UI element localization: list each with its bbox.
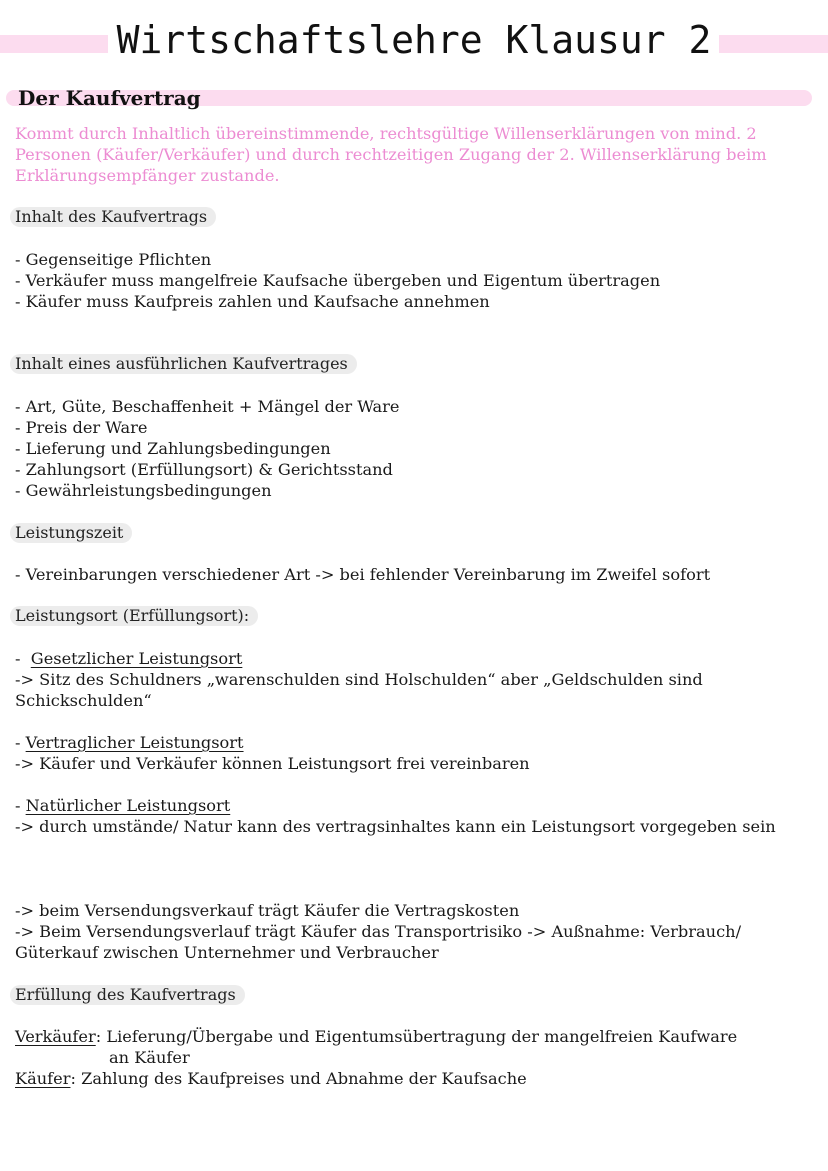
- verkaeufer-text: : Lieferung/Übergabe und Eigentumsübertragung der mangelfreien Kaufware: [95, 1027, 738, 1046]
- kaeufer-line: [15, 1068, 527, 1089]
- section-title: Der Kaufvertrag: [18, 86, 201, 110]
- heading-leistungsort: Leistungsort (Erfüllungsort):: [10, 606, 258, 626]
- verkaeufer-text-2: an Käufer: [109, 1048, 190, 1067]
- verkaeufer-line: [15, 1026, 737, 1047]
- gesetzlich-label: Gesetzlicher Leistungsort: [30, 649, 243, 668]
- versendung-text-1: -> beim Versendungsverkauf trägt Käufer die Vertragskosten: [15, 901, 520, 920]
- list-item: - Zahlungsort (Erfüllungsort) & Gerichtsstand: [15, 460, 393, 479]
- natuerlich-text: -> durch umstände/ Natur kann des vertragsinhaltes kann ein Leistungsort vorgegeben sein: [15, 817, 776, 836]
- vertraglich-label: Vertraglicher Leistungsort: [25, 733, 244, 752]
- kaeufer-label: Käufer: [15, 1069, 71, 1088]
- verkaeufer-label: Verkäufer: [15, 1027, 96, 1046]
- leistungszeit-text: - Vereinbarungen verschiedener Art -> bei fehlender Vereinbarung im Zweifel sofort: [15, 565, 711, 584]
- natuerlich-line: [15, 795, 230, 816]
- list-item: - Verkäufer muss mangelfreie Kaufsache übergeben und Eigentum übertragen: [15, 271, 661, 290]
- vertraglich-line: [15, 732, 244, 753]
- natuerlich-prefix: -: [15, 796, 26, 815]
- list-item: - Art, Güte, Beschaffenheit + Mängel der Ware: [15, 397, 400, 416]
- vertraglich-prefix: -: [15, 733, 26, 752]
- heading-erfuellung: Erfüllung des Kaufvertrags: [10, 985, 245, 1005]
- intro-text: Kommt durch Inhaltlich übereinstimmende, rechtsgültige Willenserklärungen von mind. 2 Personen (Käufer/Verkäufer) und durch rechtzeitigen Zugang der 2. Willenserklärung beim Erklärungsempfänger zustande.: [15, 124, 767, 185]
- heading-leistungszeit: Leistungszeit: [10, 523, 132, 543]
- kaeufer-text: : Zahlung des Kaufpreises und Abnahme der Kaufsache: [70, 1069, 527, 1088]
- natuerlich-label: Natürlicher Leistungsort: [25, 796, 231, 815]
- gesetzlich-text: -> Sitz des Schuldners „warenschulden sind Holschulden“ aber „Geldschulden sind Schickschulden“: [15, 670, 703, 710]
- vertraglich-text: -> Käufer und Verkäufer können Leistungsort frei vereinbaren: [15, 754, 530, 773]
- page-title: Wirtschaftslehre Klausur 2: [0, 18, 828, 62]
- gesetzlich-prefix: -: [15, 649, 26, 668]
- list-item: - Preis der Ware: [15, 418, 148, 437]
- heading-ausfuehrlich: Inhalt eines ausführlichen Kaufvertrages: [10, 354, 357, 374]
- list-item: - Gegenseitige Pflichten: [15, 250, 212, 269]
- versendung-text-2: -> Beim Versendungsverlauf trägt Käufer das Transportrisiko -> Außnahme: Verbrauch/ Güterkauf zwischen Unternehmer und Verbraucher: [15, 922, 742, 962]
- list-item: - Gewährleistungsbedingungen: [15, 481, 272, 500]
- gesetzlich-line: [15, 648, 242, 669]
- list-item: - Käufer muss Kaufpreis zahlen und Kaufsache annehmen: [15, 292, 490, 311]
- list-item: - Lieferung und Zahlungsbedingungen: [15, 439, 331, 458]
- heading-inhalt: Inhalt des Kaufvertrags: [10, 207, 216, 227]
